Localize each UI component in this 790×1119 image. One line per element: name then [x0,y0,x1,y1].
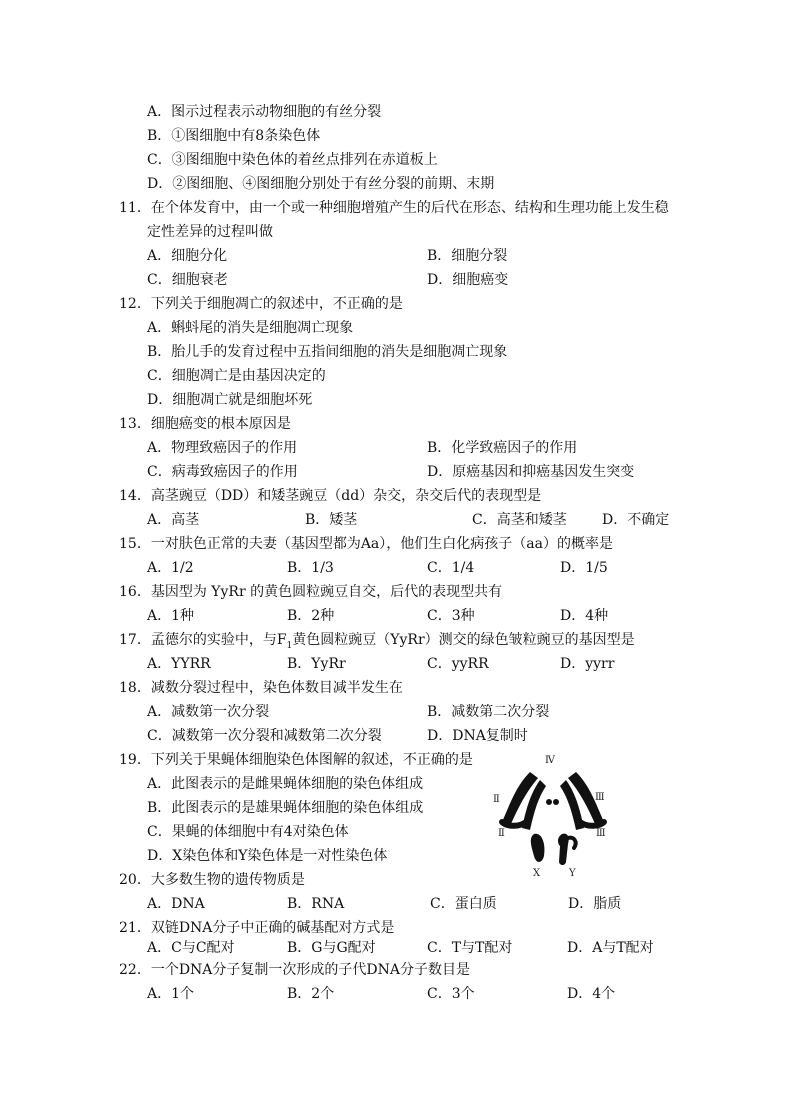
q18-option-c: C．减数第一次分裂和减数第二次分裂 [147,728,382,744]
q11-stem-line1: 11．在个体发育中，由一个或一种细胞增殖产生的后代在形态、结构和生理功能上发生稳 [119,200,669,216]
q13-option-c: C．病毒致癌因子的作用 [147,464,298,480]
q21-stem: 21．双链DNA分子中正确的碱基配对方式是 [119,920,395,936]
q14-stem: 14．高茎豌豆（DD）和矮茎豌豆（dd）杂交，杂交后代的表现型是 [119,488,542,504]
q11-option-d: D．细胞癌变 [427,272,509,288]
q16-option-c: C．3种 [427,608,475,624]
q11-stem-line2: 定性差异的过程叫做 [147,224,273,240]
q20-option-c: C．蛋白质 [430,896,497,912]
q20-option-a: A．DNA [147,896,205,912]
label-ii-bottom: Ⅱ [498,828,505,839]
q21-option-c: C．T与T配对 [427,940,513,956]
q19-stem: 19．下列关于果蝇体细胞染色体图解的叙述，不正确的是 [119,752,473,768]
chromosome-figure [488,752,618,882]
q14-option-d: D．不确定 [602,512,670,528]
q21-option-b: B．G与G配对 [287,940,376,956]
q11-option-c: C．细胞衰老 [147,272,228,288]
q22-option-b: B．2个 [287,986,335,1002]
chromosome-iv-b [553,799,559,805]
label-iv: Ⅳ [545,755,555,766]
q12-option-a: A．蝌蚪尾的消失是细胞凋亡现象 [147,320,354,336]
q22-stem: 22．一个DNA分子复制一次形成的子代DNA分子数目是 [119,962,470,978]
q11-option-a: A．细胞分化 [147,248,228,264]
q18-option-a: A．减数第一次分裂 [147,704,270,720]
label-ii-left: Ⅱ [493,794,500,805]
q18-option-d: D．DNA复制时 [427,728,528,744]
q15-stem: 15．一对肤色正常的夫妻（基因型都为Aa），他们生白化病孩子（aa）的概率是 [119,536,613,552]
q22-option-c: C．3个 [427,986,475,1002]
q10-option-c: C．③图细胞中染色体的着丝点排列在赤道板上 [147,152,438,168]
q16-option-d: D．4种 [560,608,609,624]
q16-option-b: B．2种 [287,608,335,624]
q19-option-a: A．此图表示的是雌果蝇体细胞的染色体组成 [147,776,424,792]
q12-option-d: D．细胞凋亡就是细胞坏死 [147,392,313,408]
q10-option-d: D．②图细胞、④图细胞分别处于有丝分裂的前期、末期 [147,176,495,192]
q22-option-d: D．4个 [567,986,616,1002]
label-y: Y [569,868,576,879]
q16-stem: 16．基因型为 YyRr 的黄色圆粒豌豆自交，后代的表现型共有 [119,584,503,600]
q13-stem: 13．细胞癌变的根本原因是 [119,416,291,432]
q17-stem-sub: 1 [286,641,293,651]
q20-option-d: D．脂质 [568,896,622,912]
q16-option-a: A．1种 [147,608,195,624]
q15-option-b: B．1/3 [287,560,334,576]
q22-option-a: A．1个 [147,986,195,1002]
q12-stem: 12．下列关于细胞凋亡的叙述中，不正确的是 [119,296,403,312]
q13-option-d: D．原癌基因和抑癌基因发生突变 [427,464,635,480]
chromosome-ii-base [502,822,526,826]
q13-option-a: A．物理致癌因子的作用 [147,440,298,456]
chromosome-y-hook [568,838,576,848]
q15-option-d: D．1/5 [560,560,608,576]
q20-stem: 20．大多数生物的遗传物质是 [119,872,305,888]
q10-option-a: A．图示过程表示动物细胞的有丝分裂 [147,104,382,120]
q17-option-d: D．yyrr [560,656,615,672]
chromosome-iii-base [580,822,604,826]
label-x: X [533,868,541,879]
chromosome-iv-a [546,799,552,805]
q14-option-b: B．矮茎 [305,512,358,528]
label-iii-right: Ⅲ [595,792,605,803]
q17-option-a: A．YYRR [147,656,211,672]
q11-option-b: B．细胞分裂 [427,248,508,264]
q10-option-b: B．①图细胞中有8条染色体 [147,128,321,144]
q13-option-b: B．化学致癌因子的作用 [427,440,578,456]
label-iii-bottom: Ⅲ [596,828,606,839]
q19-option-d: D．X染色体和Y染色体是一对性染色体 [147,848,388,864]
q12-option-b: B．胎儿手的发育过程中五指间细胞的消失是细胞凋亡现象 [147,344,508,360]
q21-option-d: D．A与T配对 [567,940,654,956]
q17-option-c: C．yyRR [427,656,489,672]
q19-option-b: B．此图表示的是雄果蝇体细胞的染色体组成 [147,800,424,816]
q14-option-a: A．高茎 [147,512,200,528]
q18-option-b: B．减数第二次分裂 [427,704,550,720]
q14-option-c: C．高茎和矮茎 [472,512,567,528]
q17-stem [119,631,635,651]
q19-option-c: C．果蝇的体细胞中有4对染色体 [147,824,349,840]
q17-stem-post: 黄色圆粒豌豆（YyRr）测交的绿色皱粒豌豆的基因型是 [292,632,635,648]
q15-option-a: A．1/2 [147,560,194,576]
q15-option-c: C．1/4 [427,560,475,576]
q21-option-a: A．C与C配对 [147,940,235,956]
q12-option-c: C．细胞凋亡是由基因决定的 [147,368,326,384]
chromosome-x [531,834,545,862]
q18-stem: 18．减数分裂过程中，染色体数目减半发生在 [119,680,403,696]
q17-option-b: B．YyRr [287,656,346,672]
q17-stem-pre: 17．孟德尔的实验中，与F [119,632,287,648]
q20-option-b: B．RNA [287,896,345,912]
